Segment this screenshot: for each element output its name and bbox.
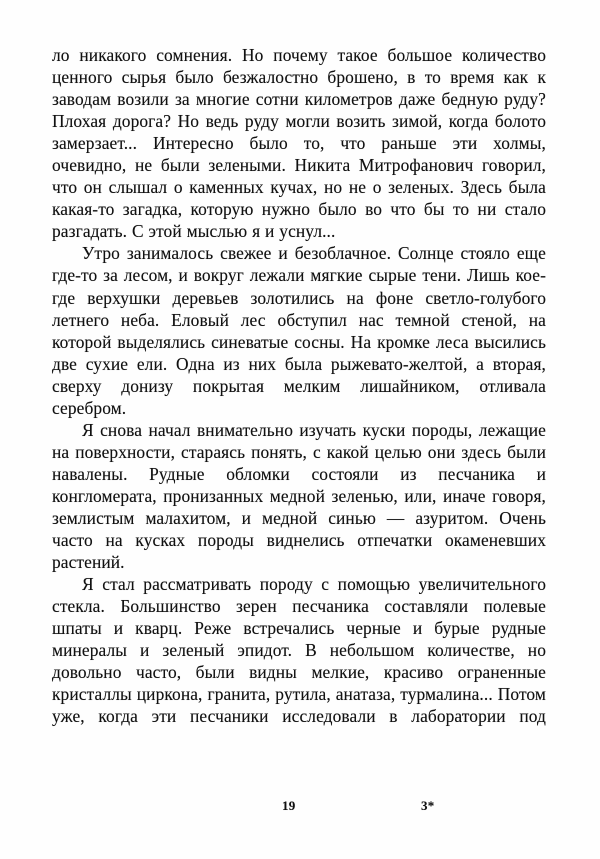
paragraph: Утро занималось свежее и безоблачное. Солнце стояло еще где-то за лесом, и вокруг лежали мягкие сырые тени. Лишь кое-где верхушки деревьев золотились на фоне светло-голубого летнего неба. Еловый лес обступил нас темной стеной, на которой выделялись синеватые сосны. На кромке леса высились две сухие ели. Одна из них была рыжевато-желтой, а вторая, сверху донизу покрытая мелким лишайником, отливала серебром. — [52, 243, 546, 418]
paragraph: ло никакого сомнения. Но почему такое большое количество ценного сырья было безжалостно брошено, в то время как к заводам возили за многие сотни километров даже бедную руду? Плохая дорога? Но ведь руду могли возить зимой, когда болото замерзает... Интересно было то, что раньше эти холмы, очевидно, не были зелеными. Никита Митрофанович говорил, что он слышал о каменных кучах, но не о зеленых. Здесь была какая-то загадка, которую нужно было во что бы то ни стало разгадать. С этой мыслью я и уснул... — [52, 45, 546, 242]
paragraph: Я стал рассматривать породу с помощью увеличительного стекла. Большинство зерен песчаника составляли полевые шпаты и кварц. Реже встречались черные и бурые рудные минералы и зеленый эпидот. В небольшом количестве, но довольно часто, были видны мелкие, красиво ограненные кристаллы циркона, гранита, рутила, анатаза, турмалина... Потом уже, когда эти песчаники исследовали в лаборатории под — [52, 574, 546, 727]
signature-mark: 3* — [421, 798, 435, 813]
page-footer — [52, 798, 546, 822]
paragraph: Я снова начал внимательно изучать куски породы, лежащие на поверхности, стараясь понять, с какой целью они здесь были навалены. Рудные обломки состояли из песчаника и конгломерата, пронизанных медной зеленью, или, иначе говоря, землистым малахитом, и медной синью — азуритом. Очень часто на кусках породы виднелись отпечатки окаменевших растений. — [52, 419, 546, 573]
text-column — [52, 44, 546, 727]
page-number: 19 — [282, 798, 296, 813]
